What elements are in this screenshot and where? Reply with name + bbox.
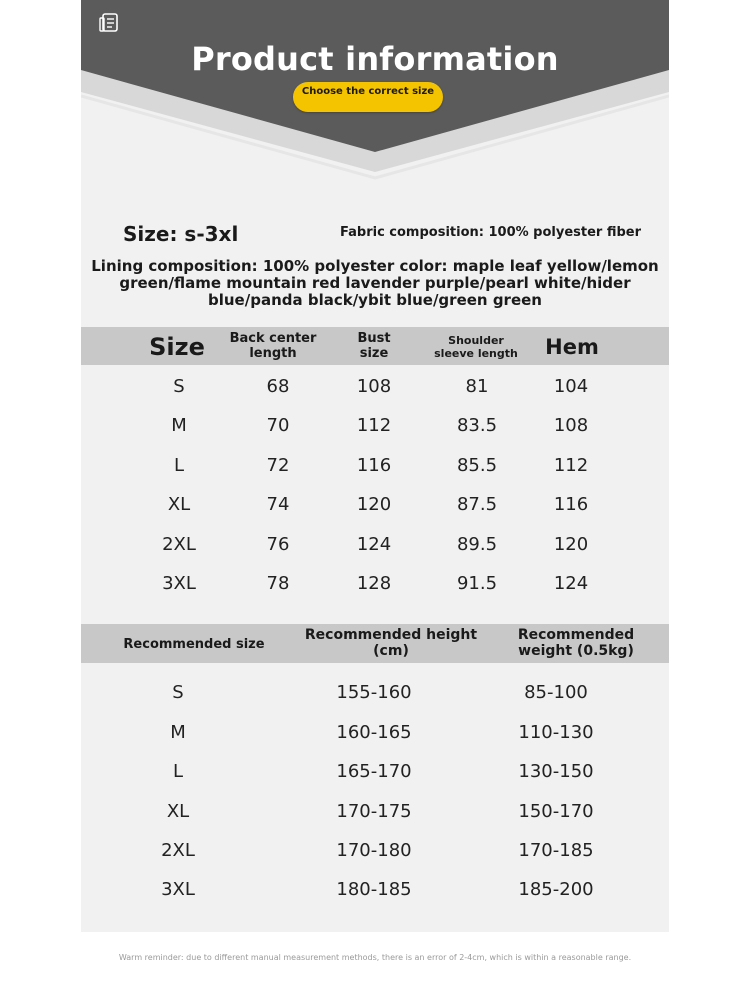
cell-recommended-weight: 85-100 — [524, 682, 588, 703]
cell-recommended-height: 170-180 — [336, 840, 412, 861]
measurement-reminder: Warm reminder: due to different manual measurement methods, there is an error of 2-4cm, which is within a reasonable range. — [118, 953, 632, 962]
cell-back-length: 68 — [266, 376, 290, 397]
header-banner — [81, 0, 669, 190]
table-row — [81, 564, 669, 604]
table-row — [81, 673, 669, 713]
cell-bust: 112 — [356, 415, 392, 436]
choose-size-badge: Choose the correct size — [293, 82, 443, 112]
header-recommended-weight: Recommended weight (0.5kg) — [517, 627, 635, 659]
table-row — [81, 525, 669, 565]
table-row — [81, 831, 669, 871]
table-row — [81, 406, 669, 446]
header-bust-size: Bust size — [357, 331, 391, 361]
cell-size: 3XL — [162, 573, 196, 594]
table-row — [81, 485, 669, 525]
cell-recommended-height: 170-175 — [336, 801, 412, 822]
cell-recommended-height: 155-160 — [336, 682, 412, 703]
cell-recommended-size: S — [172, 682, 184, 703]
table-row — [81, 792, 669, 832]
cell-shoulder: 91.5 — [456, 573, 498, 594]
cell-shoulder: 89.5 — [456, 534, 498, 555]
cell-recommended-weight: 150-170 — [518, 801, 594, 822]
cell-recommended-size: 3XL — [161, 879, 195, 900]
table-row — [81, 446, 669, 486]
cell-size: 2XL — [162, 534, 196, 555]
cell-bust: 120 — [356, 494, 392, 515]
cell-shoulder: 87.5 — [456, 494, 498, 515]
cell-back-length: 72 — [266, 455, 290, 476]
cell-recommended-weight: 170-185 — [518, 840, 594, 861]
cell-recommended-weight: 185-200 — [518, 879, 594, 900]
fabric-composition: Fabric composition: 100% polyester fiber — [340, 225, 642, 240]
size-table-header — [81, 327, 669, 365]
cell-recommended-height: 180-185 — [336, 879, 412, 900]
cell-recommended-height: 165-170 — [336, 761, 412, 782]
cell-back-length: 70 — [266, 415, 290, 436]
cell-size: M — [171, 415, 187, 436]
cell-bust: 128 — [356, 573, 392, 594]
table-row — [81, 713, 669, 753]
document-icon[interactable] — [99, 12, 121, 34]
page-title: Product information — [191, 40, 559, 78]
recommend-table-header — [81, 624, 669, 663]
cell-recommended-height: 160-165 — [336, 722, 412, 743]
cell-hem: 120 — [553, 534, 589, 555]
table-row — [81, 752, 669, 792]
size-range: Size: s-3xl — [123, 222, 239, 246]
cell-recommended-size: L — [172, 761, 184, 782]
header-recommended-height: Recommended height (cm) — [304, 627, 478, 659]
cell-hem: 124 — [553, 573, 589, 594]
cell-hem: 116 — [553, 494, 589, 515]
header-hem: Hem — [545, 335, 599, 359]
cell-shoulder: 83.5 — [456, 415, 498, 436]
cell-shoulder: 81 — [465, 376, 489, 397]
cell-recommended-size: 2XL — [161, 840, 195, 861]
cell-back-length: 74 — [266, 494, 290, 515]
cell-size: S — [173, 376, 185, 397]
cell-bust: 108 — [356, 376, 392, 397]
cell-hem: 112 — [553, 455, 589, 476]
header-recommended-size: Recommended size — [123, 637, 265, 652]
cell-recommended-weight: 110-130 — [518, 722, 594, 743]
cell-back-length: 78 — [266, 573, 290, 594]
cell-recommended-size: XL — [166, 801, 190, 822]
table-row — [81, 870, 669, 910]
cell-shoulder: 85.5 — [456, 455, 498, 476]
cell-back-length: 76 — [266, 534, 290, 555]
header-shoulder-sleeve-length: Shoulder sleeve length — [434, 334, 518, 360]
lining-composition: Lining composition: 100% polyester color: maple leaf yellow/lemon green/flame mountain red lavender purple/pearl white/hider blue/panda black/ybit blue/green green — [91, 257, 659, 309]
cell-size: XL — [167, 494, 191, 515]
header-size: Size — [149, 333, 205, 361]
header-back-center-length: Back center length — [229, 331, 317, 361]
cell-size: L — [173, 455, 185, 476]
table-row — [81, 367, 669, 407]
cell-hem: 108 — [553, 415, 589, 436]
cell-recommended-weight: 130-150 — [518, 761, 594, 782]
cell-recommended-size: M — [170, 722, 186, 743]
cell-hem: 104 — [553, 376, 589, 397]
product-sheet — [81, 0, 669, 932]
cell-bust: 116 — [356, 455, 392, 476]
cell-bust: 124 — [356, 534, 392, 555]
